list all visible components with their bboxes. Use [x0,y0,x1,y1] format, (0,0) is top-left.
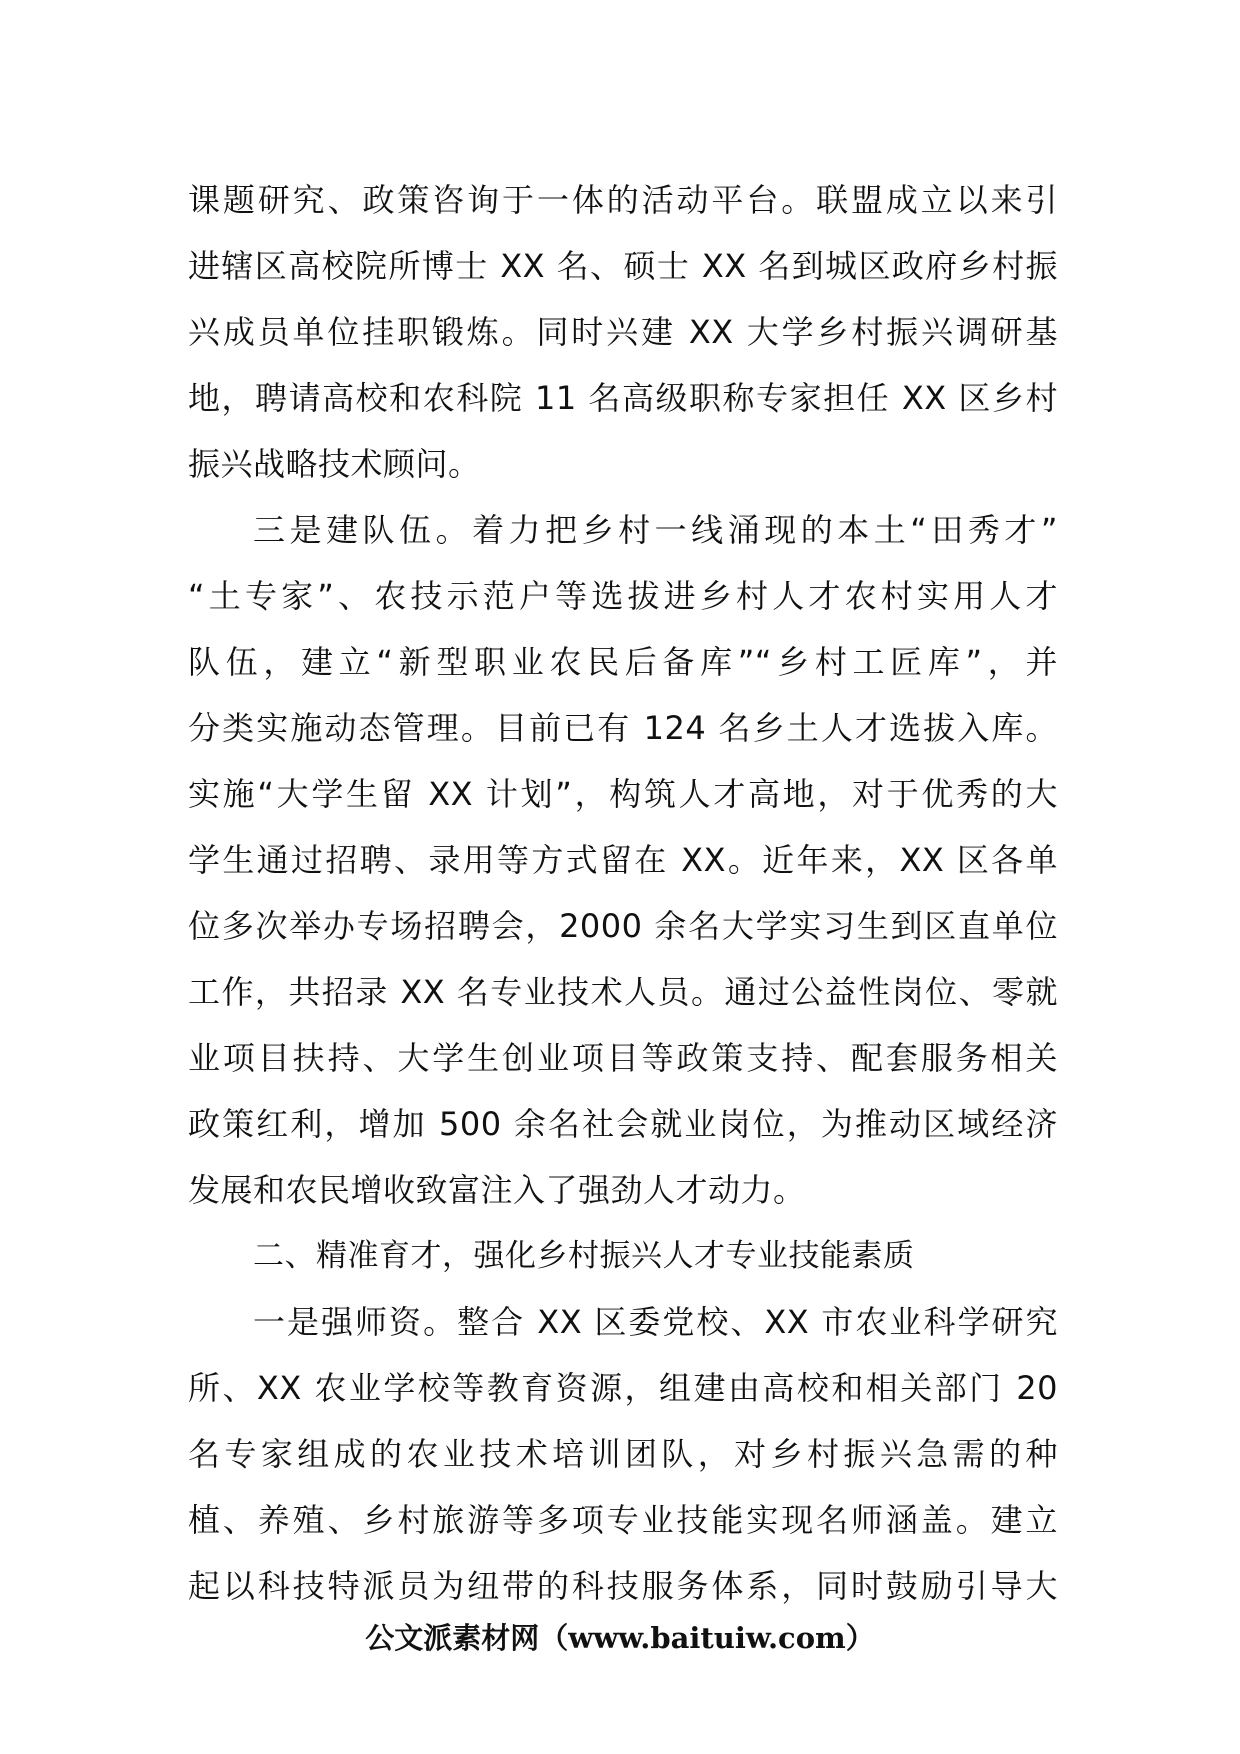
body-text-line: 进辖区高校院所博士 XX 名、硕士 XX 名到城区政府乡村振 [188,247,1058,285]
body-text-line: 位多次举办专场招聘会，2000 余名大学实习生到区直单位 [188,907,1058,945]
body-text-line: 课题研究、政策咨询于一体的活动平台。联盟成立以来引 [188,181,1058,219]
body-text-line: 政策红利，增加 500 余名社会就业岗位，为推动区域经济 [188,1105,1058,1143]
body-text-line: 发展和农民增收致富注入了强劲人才动力。 [188,1171,806,1209]
body-text-line: 所、XX 农业学校等教育资源，组建由高校和相关部门 20 [188,1369,1058,1407]
body-text-line: “土专家”、农技示范户等选拔进乡村人才农村实用人才 [188,577,1058,615]
paragraph-first-line: 三是建队伍。着力把乡村一线涌现的本土“田秀才” [253,511,1058,549]
body-text-line: 地，聘请高校和农科院 11 名高级职称专家担任 XX 区乡村 [188,379,1058,417]
body-text-line: 分类实施动态管理。目前已有 124 名乡土人才选拔入库。 [188,709,1058,747]
body-text-line: 学生通过招聘、录用等方式留在 XX。近年来，XX 区各单 [188,841,1058,879]
section-heading: 二、精准育才，强化乡村振兴人才专业技能素质 [253,1238,915,1274]
footer-watermark: 公文派素材网（www.baituiw.com） [365,1621,875,1655]
body-text-line: 实施“大学生留 XX 计划”，构筑人才高地，对于优秀的大 [188,775,1058,813]
paragraph-first-line: 一是强师资。整合 XX 区委党校、XX 市农业科学研究 [253,1303,1058,1341]
body-text-line: 工作，共招录 XX 名专业技术人员。通过公益性岗位、零就 [188,973,1058,1011]
body-text-line: 植、养殖、乡村旅游等多项专业技能实现名师涵盖。建立 [188,1501,1058,1539]
body-text-line: 业项目扶持、大学生创业项目等政策支持、配套服务相关 [188,1039,1058,1077]
body-text-line: 起以科技特派员为纽带的科技服务体系，同时鼓励引导大 [188,1567,1058,1605]
body-text-line: 队伍，建立“新型职业农民后备库”“乡村工匠库”，并 [188,643,1058,681]
body-text-line: 振兴战略技术顾问。 [188,445,481,483]
body-text-line: 兴成员单位挂职锻炼。同时兴建 XX 大学乡村振兴调研基 [188,313,1058,351]
body-text-line: 名专家组成的农业技术培训团队，对乡村振兴急需的种 [188,1435,1058,1473]
